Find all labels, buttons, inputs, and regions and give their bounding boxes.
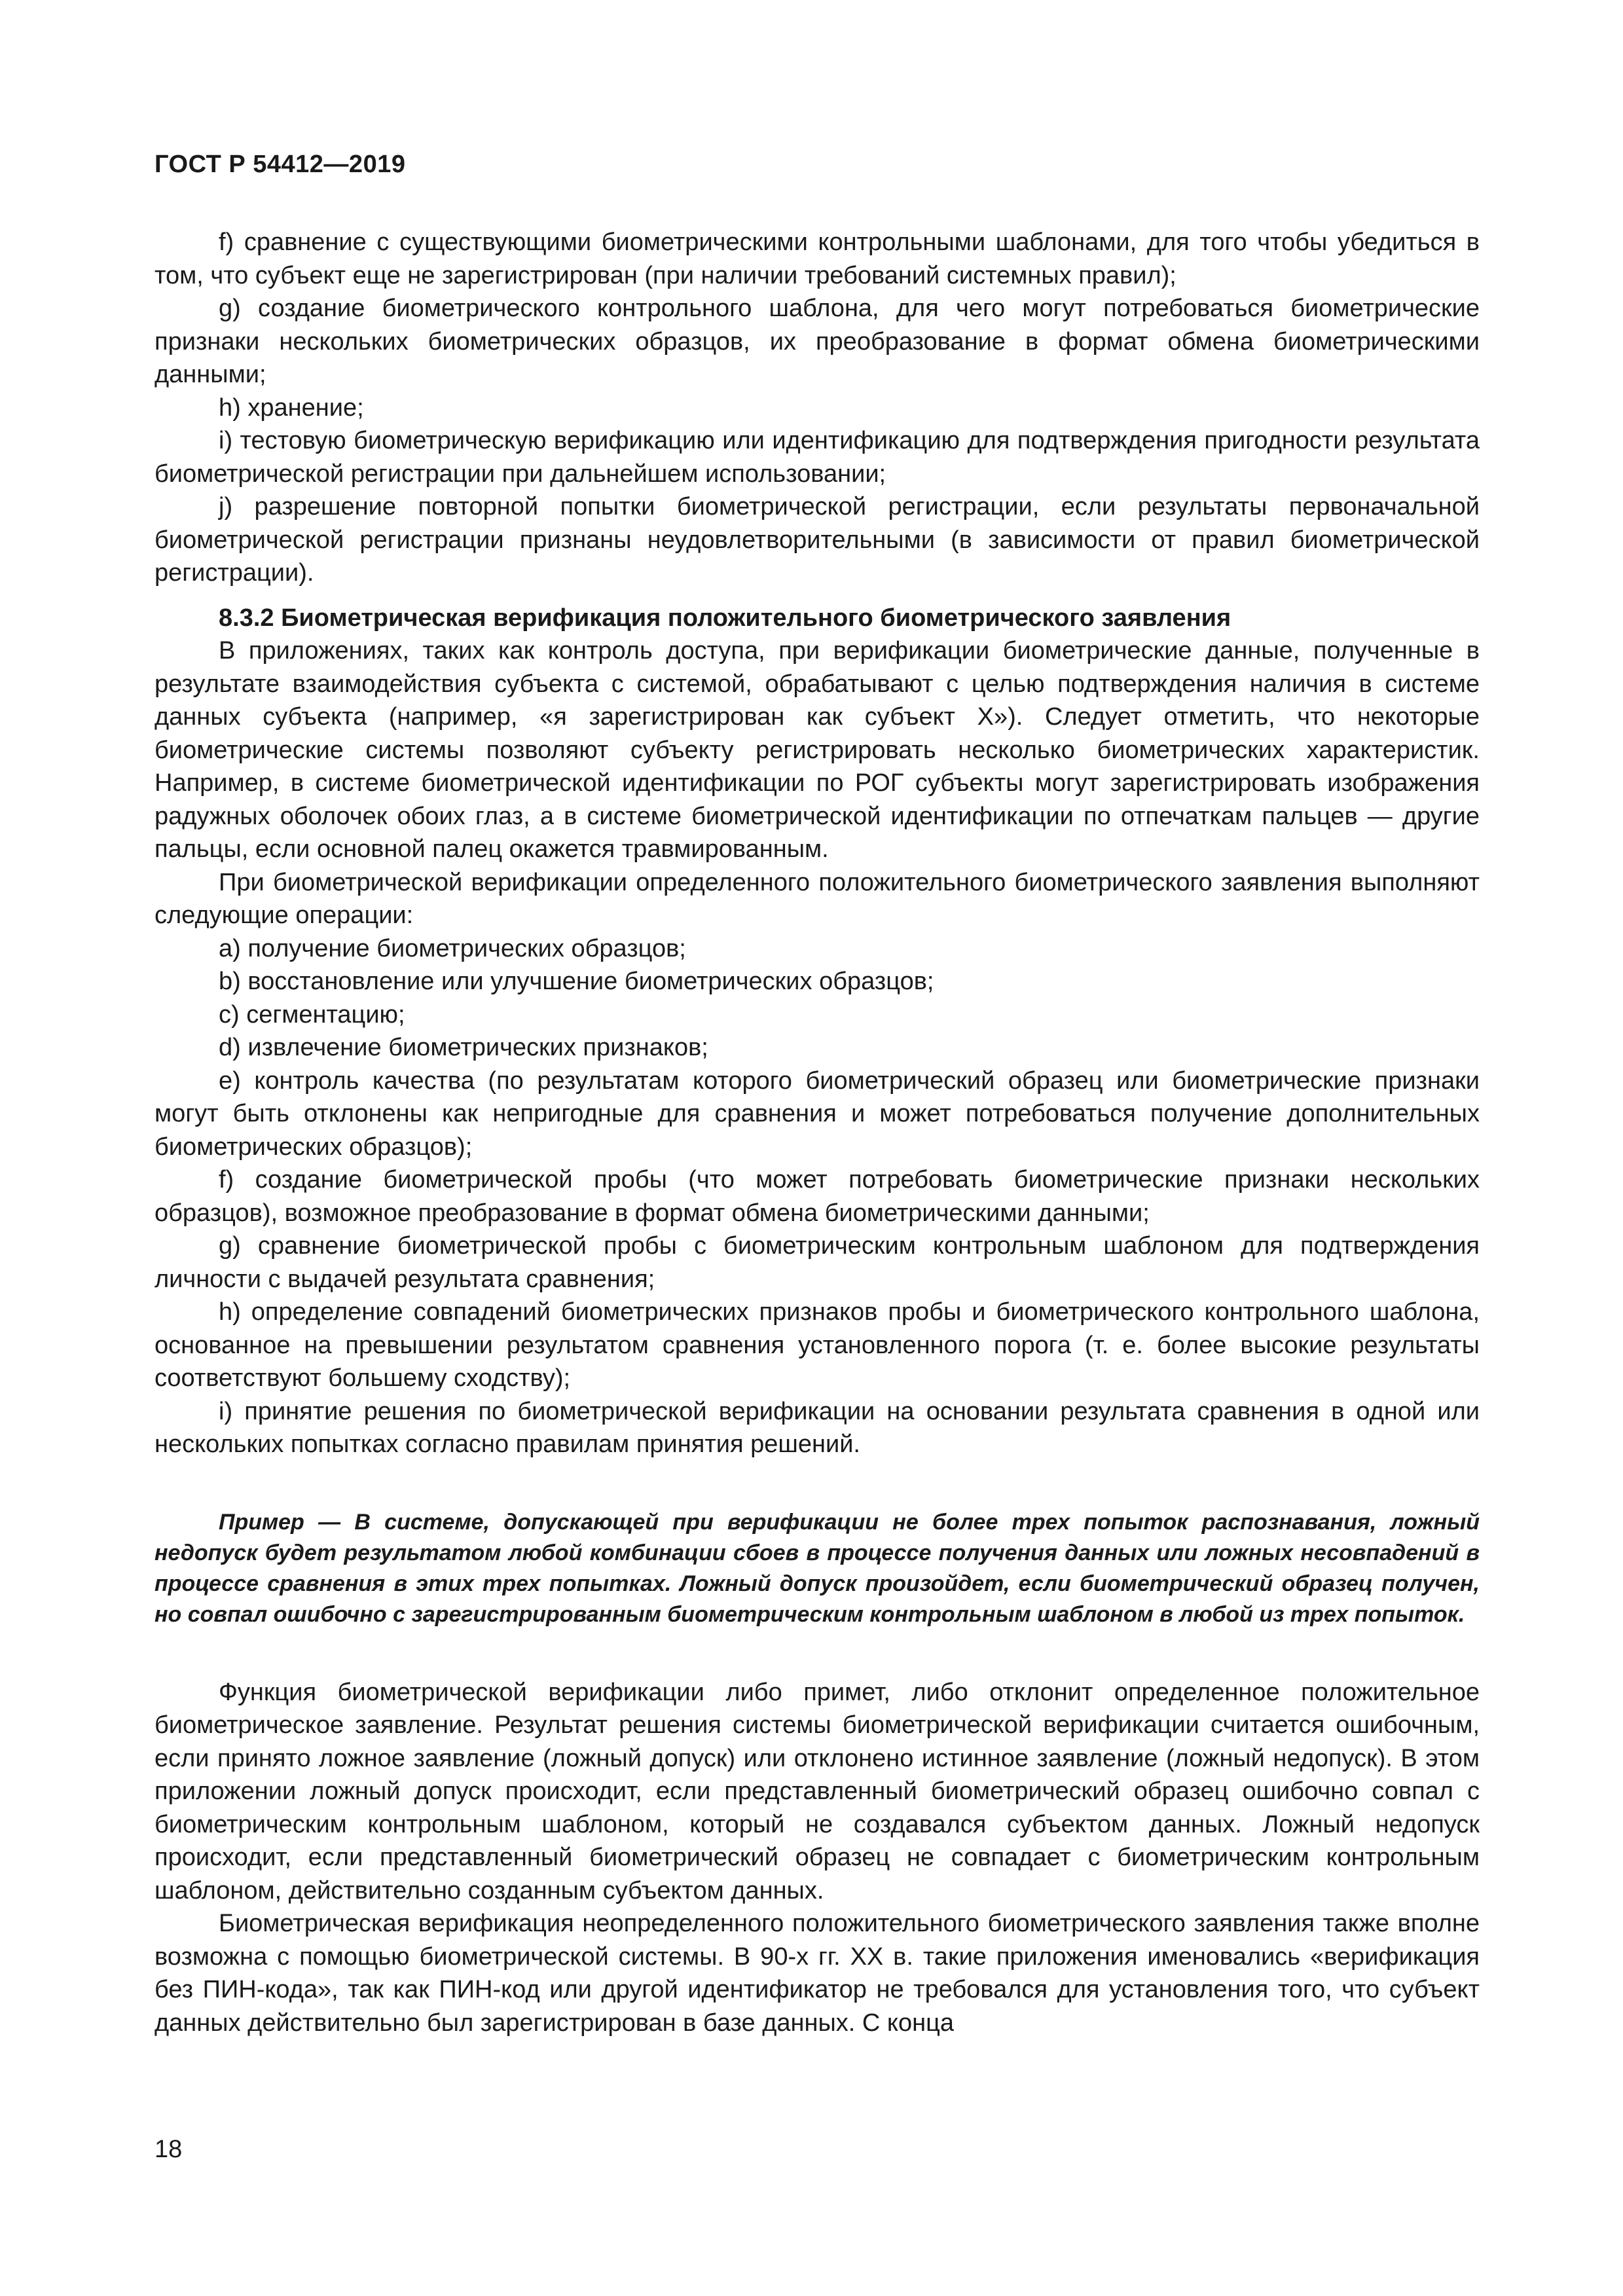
list-item-h: h) определение совпадений биометрических признаков пробы и биометрического контрольного шаблона, основанное на превышении результатом сравнения установленного порога (т. е. более высокие результаты соответствуют большему сходству); bbox=[155, 1298, 1480, 1392]
example-note: Пример — В системе, допускающей при верификации не более трех попыток распознавания, ложный недопуск будет результатом любой комбинации сбоев в процессе получения данных или ложных несовпадений в процессе сравнения в этих трех попытках. Ложный допуск произойдет, если биометрический образец получен, но совпал ошибочно с зарегистрированным биометрическим контрольным шаблоном в любой из трех попыток. bbox=[155, 1509, 1480, 1627]
verification-function-paragraph: Функция биометрической верификации либо примет, либо отклонит определенное положительное биометрическое заявление. Результат решения системы биометрической верификации считается ошибочным, если принято ложное заявление (ложный допуск) или отклонено истинное заявление (ложный недопуск). В этом приложении ложный допуск происходит, если представленный биометрический образец ошибочно совпал с биометрическим контрольным шаблоном, который не создавался субъектом данных. Ложный недопуск происходит, если представленный биометрический образец не совпадает с биометрическим контрольным шаблоном, действительно созданным субъектом данных. bbox=[155, 1678, 1480, 1904]
list-item-a: a) получение биометрических образцов; bbox=[219, 934, 686, 962]
section-heading: 8.3.2 Биометрическая верификация положительного биометрического заявления bbox=[219, 604, 1231, 632]
list-item-j-enroll: j) разрешение повторной попытки биометрической регистрации, если результаты первоначальной биометрической регистрации признаны неудовлетворительными (в зависимости от правил биометрической регистрации). bbox=[155, 493, 1480, 587]
section-intro-paragraph: В приложениях, таких как контроль доступа, при верификации биометрические данные, полученные в результате взаимодействия субъекта с системой, обрабатывают с целью подтверждения наличия в системе данных субъекта (например, «я зарегистрирован как субъект X»). Следует отметить, что некоторые биометрические системы позволяют субъекту регистрировать несколько биометрических характеристик. Например, в системе биометрической идентификации по РОГ субъекты могут зарегистрировать изображения радужных оболочек обоих глаз, а в системе биометрической идентификации по отпечаткам пальцев — другие пальцы, если основной палец окажется травмированным. bbox=[155, 637, 1480, 863]
list-item-g-enroll: g) создание биометрического контрольного шаблона, для чего могут потребоваться биометрические признаки нескольких биометрических образцов, их преобразование в формат обмена биометрическими данными; bbox=[155, 295, 1480, 388]
list-item-c: c) сегментацию; bbox=[219, 1000, 405, 1029]
indefinite-claim-paragraph: Биометрическая верификация неопределенного положительного биометрического заявления также вполне возможна с помощью биометрической системы. В 90-х гг. XX в. такие приложения именовались «верификация без ПИН-кода», так как ПИН-код или другой идентификатор не требовался для установления того, что субъект данных действительно был зарегистрирован в базе данных. С конца bbox=[155, 1910, 1480, 2037]
list-item-g: g) сравнение биометрической пробы с биометрическим контрольным шаблоном для подтверждения личности с выдачей результата сравнения; bbox=[155, 1232, 1480, 1293]
document-header: ГОСТ Р 54412—2019 bbox=[155, 151, 406, 178]
operations-intro-paragraph: При биометрической верификации определенного положительного биометрического заявления выполняют следующие операции: bbox=[155, 868, 1480, 929]
list-item-b: b) восстановление или улучшение биометрических образцов; bbox=[219, 968, 934, 995]
list-item-i: i) принятие решения по биометрической верификации на основании результата сравнения в одной или нескольких попытках согласно правилам принятия решений. bbox=[155, 1397, 1480, 1458]
list-item-d: d) извлечение биометрических признаков; bbox=[219, 1034, 708, 1061]
list-item-h-enroll: h) хранение; bbox=[219, 393, 364, 422]
list-item-e: e) контроль качества (по результатам которого биометрический образец или биометрические признаки могут быть отклонены как непригодные для сравнения и может потребоваться получение дополнительных биометрических образцов); bbox=[155, 1066, 1480, 1161]
page-number: 18 bbox=[155, 2136, 183, 2163]
list-item-i-enroll: i) тестовую биометрическую верификацию или идентификацию для подтверждения пригодности результата биометрической регистрации при дальнейшем использовании; bbox=[155, 427, 1480, 488]
document-body bbox=[155, 226, 1480, 2039]
list-item-f: f) создание биометрической пробы (что может потребовать биометрические признаки нескольких образцов), возможное преобразование в формат обмена биометрическими данными; bbox=[155, 1166, 1480, 1227]
list-item-f-enroll: f) сравнение с существующими биометрическими контрольными шаблонами, для того чтобы убедиться в том, что субъект еще не зарегистрирован (при наличии требований системных правил); bbox=[155, 228, 1480, 289]
